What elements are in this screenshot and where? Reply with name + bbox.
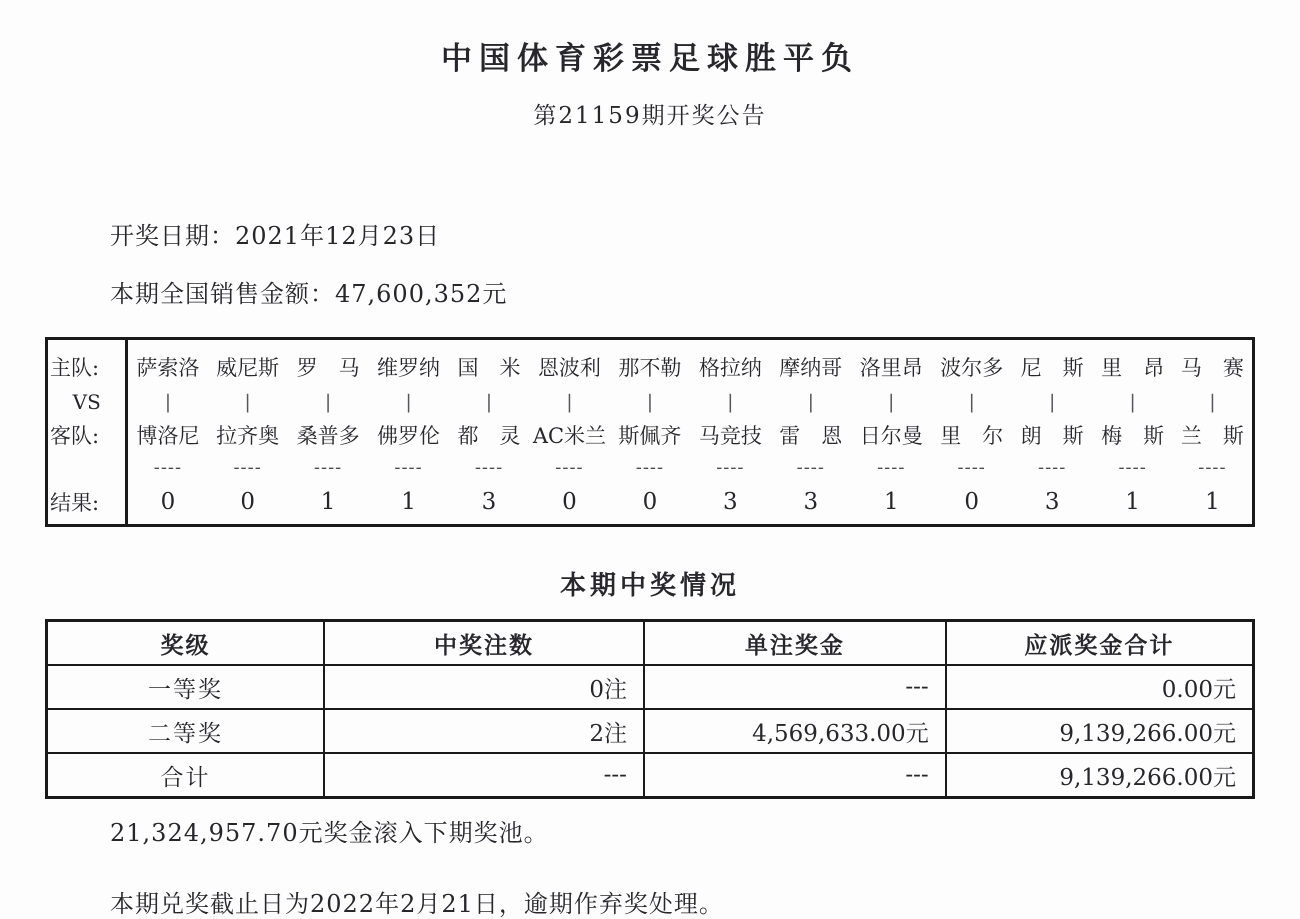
home-team-cell: 波尔多	[940, 356, 1004, 380]
dash-separator-cell: ----	[796, 456, 825, 478]
home-team-cell: 洛里昂	[859, 356, 923, 380]
dash-separator-cell: ----	[877, 456, 906, 478]
match-row-label: VS	[47, 388, 127, 416]
home-team-cell: 格拉纳	[698, 356, 762, 380]
result-cell: 0	[562, 489, 577, 515]
match-row-label: 主队:	[47, 339, 127, 389]
away-team-cell: 拉齐奥	[216, 424, 280, 448]
prize-row	[47, 709, 1254, 753]
prize-count-cell: 0注	[324, 665, 644, 709]
vs-separator-cell: |	[968, 391, 975, 413]
prize-row	[47, 753, 1254, 798]
vs-separator-cell: |	[566, 391, 573, 413]
result-cell: 0	[642, 489, 658, 515]
vs-separator-cell: |	[1048, 391, 1056, 413]
dash-separator-cell: ----	[555, 456, 584, 478]
result-cell: 0	[240, 489, 255, 515]
result-cell: 3	[1044, 489, 1060, 515]
rollover-note: 21,324,957.70元奖金滚入下期奖池。	[110, 819, 549, 847]
home-team-cell: 马 赛	[1180, 356, 1244, 380]
prize-level-cell: 一等奖	[47, 665, 325, 709]
match-row-label: 客队:	[47, 416, 127, 454]
dash-separator-cell: ----	[1038, 456, 1067, 478]
away-team-cell: 斯佩齐	[618, 424, 682, 448]
match-table	[45, 337, 1255, 527]
prize-column-header: 奖级	[47, 621, 325, 666]
dash-separator-cell: ----	[233, 456, 262, 478]
result-cell: 0	[964, 489, 980, 515]
result-cell: 1	[1125, 489, 1140, 515]
dash-separator-cell: ----	[1118, 456, 1147, 478]
away-team-cell: 博洛尼	[136, 424, 200, 448]
prize-table-head	[47, 621, 1254, 666]
winning-section-title: 本期中奖情况	[559, 571, 740, 601]
match-row-label: 结果:	[47, 480, 127, 526]
home-team-cell: 里 昂	[1101, 356, 1165, 380]
prize-count-cell: 2注	[324, 709, 644, 753]
result-cell: 1	[1205, 489, 1220, 515]
vs-separator-cell: |	[1209, 391, 1216, 413]
page-title: 中国体育彩票足球胜平负	[441, 41, 859, 77]
draw-date-line: 开奖日期：2021年12月23日	[110, 222, 441, 250]
away-team-cell: 里 尔	[940, 424, 1004, 448]
prize-row	[47, 665, 1254, 709]
vs-separator-cell: |	[1129, 391, 1136, 413]
home-team-cell: 摩纳哥	[779, 356, 843, 380]
prize-table	[45, 619, 1255, 799]
result-cell: 1	[320, 489, 336, 515]
dash-separator-cell: ----	[1198, 456, 1227, 478]
away-team-cell: 朗 斯	[1020, 424, 1084, 448]
away-team-cell: 雷 恩	[779, 424, 843, 448]
vs-separator-cell: |	[485, 391, 493, 413]
prize-single-cell: ---	[644, 665, 946, 709]
result-cell: 0	[160, 489, 176, 515]
prize-column-header: 单注奖金	[644, 621, 946, 666]
match-row-home	[47, 339, 1254, 389]
prize-total-cell: 0.00元	[946, 665, 1254, 709]
prize-single-cell: ---	[644, 753, 946, 798]
result-cell: 1	[883, 489, 899, 515]
dash-separator-cell: ----	[394, 456, 423, 478]
home-team-cell: 萨索洛	[136, 356, 200, 380]
deadline-note: 本期兑奖截止日为2022年2月21日，逾期作弃奖处理。	[110, 890, 724, 918]
dash-separator-cell: ----	[313, 456, 343, 478]
home-team-cell: 恩波利	[537, 356, 601, 380]
result-cell: 3	[803, 489, 819, 515]
vs-separator-cell: |	[405, 391, 412, 413]
away-team-cell: 佛罗伦	[377, 424, 441, 448]
match-row-away	[47, 416, 1254, 454]
vs-separator-cell: |	[646, 391, 654, 413]
prize-total-cell: 9,139,266.00元	[946, 753, 1254, 798]
vs-separator-cell: |	[244, 391, 251, 413]
away-team-cell: 桑普多	[296, 424, 360, 448]
match-table-body	[47, 339, 1254, 526]
sales-amount-line: 本期全国销售金额：47,600,352元	[110, 280, 508, 308]
vs-separator-cell: |	[807, 391, 814, 413]
home-team-cell: 国 米	[457, 356, 521, 380]
match-row-dash	[47, 454, 1254, 480]
prize-single-cell: 4,569,633.00元	[644, 709, 946, 753]
away-team-cell: 兰 斯	[1180, 424, 1244, 448]
result-cell: 1	[401, 489, 416, 515]
dash-separator-cell: ----	[716, 456, 745, 478]
dash-separator-cell: ----	[635, 456, 665, 478]
prize-level-cell: 二等奖	[47, 709, 325, 753]
prize-column-header: 应派奖金合计	[946, 621, 1254, 666]
match-row-bar	[47, 388, 1254, 416]
prize-count-cell: ---	[324, 753, 644, 798]
prize-table-body	[47, 665, 1254, 798]
away-team-cell: 都 灵	[457, 424, 521, 448]
dash-separator-cell: ----	[153, 456, 183, 478]
home-team-cell: 维罗纳	[377, 356, 441, 380]
vs-separator-cell: |	[888, 391, 895, 413]
away-team-cell: 日尔曼	[859, 424, 923, 448]
away-team-cell: 马竞技	[698, 424, 762, 448]
result-cell: 3	[481, 489, 497, 515]
prize-header-row	[47, 621, 1254, 666]
result-cell: 3	[723, 489, 738, 515]
prize-total-cell: 9,139,266.00元	[946, 709, 1254, 753]
home-team-cell: 那不勒	[618, 356, 682, 380]
home-team-cell: 罗 马	[296, 356, 360, 380]
home-team-cell: 尼 斯	[1020, 356, 1084, 380]
home-team-cell: 威尼斯	[216, 356, 280, 380]
vs-separator-cell: |	[164, 391, 172, 413]
match-row-label	[47, 454, 127, 480]
vs-separator-cell: |	[727, 391, 734, 413]
prize-column-header: 中奖注数	[324, 621, 644, 666]
dash-separator-cell: ----	[957, 456, 986, 478]
away-team-cell: 梅 斯	[1101, 424, 1165, 448]
dash-separator-cell: ----	[474, 456, 504, 478]
prize-level-cell: 合计	[47, 753, 325, 798]
match-row-result	[47, 480, 1254, 526]
away-team-cell: AC米兰	[532, 424, 607, 448]
vs-separator-cell: |	[324, 391, 332, 413]
issue-subtitle: 第21159期开奖公告	[533, 103, 767, 129]
